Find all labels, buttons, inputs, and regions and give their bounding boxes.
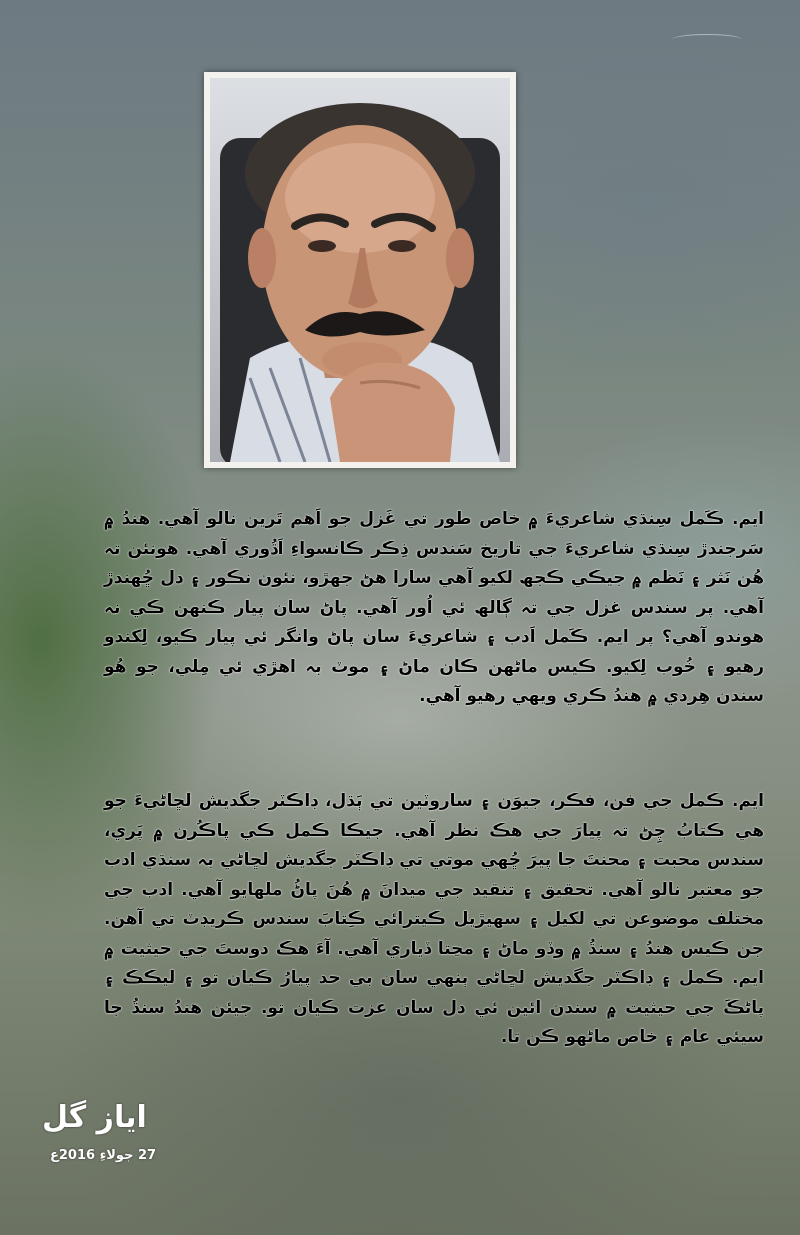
scan-mark bbox=[672, 34, 742, 45]
author-portrait-frame bbox=[204, 72, 516, 468]
signature-date: 27 جولاءِ 2016ع bbox=[50, 1148, 157, 1163]
paragraph-1: ايم. ڪَمل سِنڌي شاعريءَ ۾ خاص طور تي غَزل جو اَهم تَرين نالو آهي. هندُ ۾ سَرجندڙ سِنڌي شاعريءَ جي تاريخ سَندس ذِڪر ڪانسواءِ اَڌُوري آهي. هونئن تہ هُن نَثر ۽ نَظم ۾ جيڪي ڪجھ لکيو آهي سارا هڻ جهڙو، نئون نڪور ۽ دل ڇُهندڙ آهي. پر سندس غزل جي تہ ڳالھ ئي اُور آهي. پاڻ سان پيار ڪنهن ڪي نہ هوندو آهي؟ پر ايم. ڪَمل اَدب ۽ شاعريءَ سان پاڻ وانگر ئي پيار ڪيو، لِکندو رهيو ۽ خُوب لِکيو. ڪيس ماڻهن ڪان ماڻ ۽ موٽ بہ اهڙي ئي مِلي، جو هُو سندن هِردي ۾ هندُ ڪري ويهي رهيو آهي. bbox=[104, 509, 764, 706]
author-portrait bbox=[210, 78, 510, 462]
author-signature: اياز گل bbox=[42, 1100, 147, 1135]
intro-paragraph bbox=[104, 505, 764, 712]
portrait-illustration bbox=[210, 78, 510, 462]
book-paragraph bbox=[104, 787, 764, 1053]
paragraph-2: ايم. ڪمل جي فن، فڪر، جيوَن ۽ ساروٽين تي ٻَڌل، ڊاڪٽر جگديش لڇاڻيءَ جو هي ڪتابُ چِڻ تہ پيارَ جي هڪ نظر آهي. جيڪا ڪمل ڪي پاڪُرن ۾ پَري، سندس محبت ۽ محنتَ جا پيرَ ڇُهي موتي تي ڊاڪٽر جگديش لڇاڻي بہ سنڌي ادب جو معتبر نالو آهي. تحقيق ۽ تنقيد جي ميدانَ ۾ هُنَ پاڻُ ملهايو آهي. ادب جي مختلف موضوعن تي لکيل ۽ سهيڙيل ڪيترائي ڪِتابَ سندس ڪريڊٽ تي آهن. جن ڪيس هندُ ۽ سنڌُ ۾ وڏو ماڻ ۽ مڃتا ڏياري آهي. آءَ هڪ دوستَ جي حيثيت ۾ ايم. ڪمل ۽ ڊاڪٽر جگديش لڇاڻي ٻنهي سان بي حد پيارُ ڪيان تو ۽ ليڪڪ ۽ پاڻڪَ جي حيثيت ۾ سندن ائين ئي دل سان عزت ڪيان تو. جيئن هندُ سنڌُ جا سيئي عام ۽ خاص ماڻهو ڪن تا. bbox=[104, 791, 764, 1047]
